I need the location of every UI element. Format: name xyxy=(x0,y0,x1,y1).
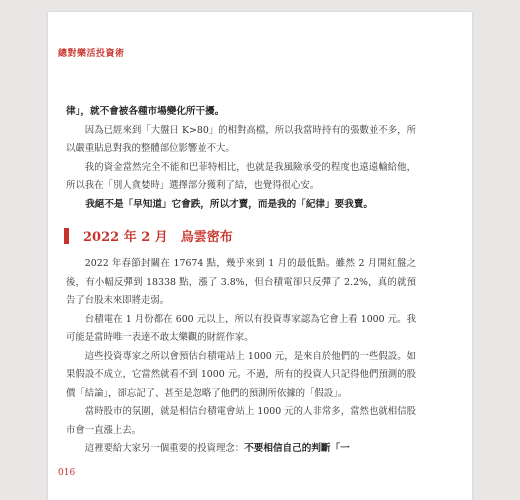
bold-paragraph: 我絕不是「早知道」它會跌，所以才賣，而是我的「紀律」要我賣。 xyxy=(85,198,373,210)
heading-bar xyxy=(64,228,69,244)
paragraph: 律」，就不會被各種市場變化所干擾。 xyxy=(66,106,225,117)
paragraph: 當時股市的氛圍，就是相信台積電會站上 1000 元的人非常多，當然也就相信股市會一直漲上去。 xyxy=(66,406,416,436)
paragraph: 2022 年春節封關在 17674 點，幾乎來到 1 月的最低點。雖然 2 月開紅盤之後，有小幅反彈到 18338 點，漲了 3.8%，但台積電卻只反彈了 2.2%，真的就預告了台股未來即將走弱。 xyxy=(66,258,416,306)
section-heading xyxy=(64,226,416,245)
paragraph: 因為已經來到「大盤日 K>80」的相對高檔，所以我當時持有的張數並不多，所以嚴重貼息對我的整體部位影響並不大。 xyxy=(66,124,416,154)
page-number: 016 xyxy=(58,468,76,478)
section-heading-text: 2022 年 2 月 烏雲密布 xyxy=(83,230,233,245)
last-line-text: 這裡要給大家另一個重要的投資理念： xyxy=(84,443,245,454)
paragraph: 這些投資專家之所以會預估台積電站上 1000 元，是來自於他們的一些假設。如果假設不成立，它當然就看不到 1000 元。不過，所有的投資人只記得他們預測的股價「結論」，卻忘記了、甚至是忽略了他們的預測所依據的「假設」。 xyxy=(66,350,416,399)
last-line-bold-text: 不要相信自己的判斷「一 xyxy=(244,443,350,454)
paragraph: 台積電在 1 月份都在 600 元以上，所以有投資專家認為它會上看 1000 元。我可能是當時唯一表達不敢太樂觀的財經作家。 xyxy=(66,313,416,343)
running-head: 總對樂活投資術 xyxy=(58,49,125,59)
paragraph xyxy=(66,440,416,459)
page-body xyxy=(66,103,416,459)
paragraph: 我的資金當然完全不能和巴菲特相比，也就是我風險承受的程度也遠遠輸給他，所以我在「別人貪婪時」選擇部分獲利了結，也覺得很心安。 xyxy=(66,161,416,191)
